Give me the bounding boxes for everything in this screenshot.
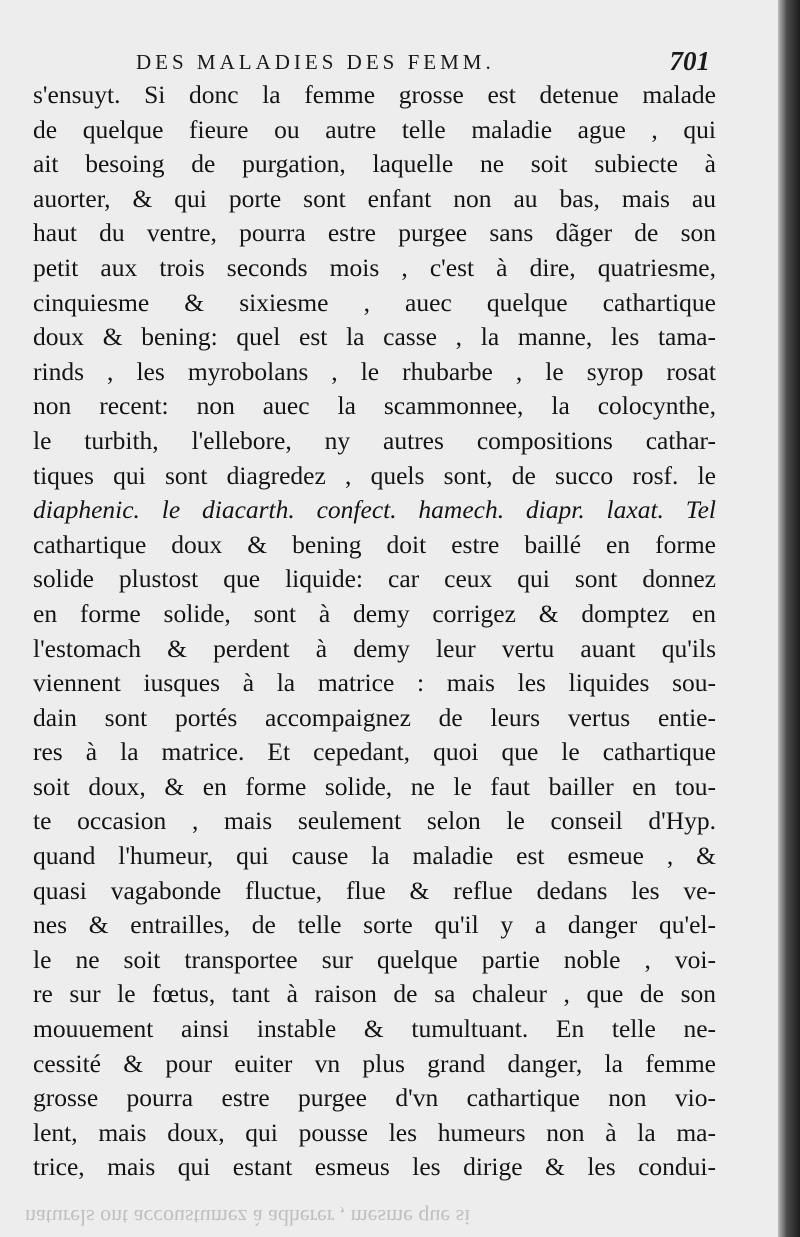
text-line: tiques qui sont diagredez , quels sont, de succo rosf. le (33, 460, 716, 490)
running-title: DES MALADIES DES FEMM. (136, 50, 495, 74)
page-header (136, 46, 710, 80)
text-line: quasi vagabonde fluctue, flue & reflue dedans les ve- (33, 875, 716, 905)
text-line: en forme solide, sont à demy corrigez & domptez en (33, 598, 716, 628)
text-line: viennent iusques à la matrice : mais les liquides sou- (33, 668, 716, 698)
text-line: auorter, & qui porte sont enfant non au bas, mais au (33, 183, 716, 213)
text-line: re sur le fœtus, tant à raison de sa chaleur , que de son (33, 979, 716, 1009)
text-line-italic: diaphenic. le diacarth. confect. hamech. diapr. laxat. Tel (33, 495, 716, 525)
text-line: te occasion , mais seulement selon le conseil d'Hyp. (33, 806, 716, 836)
text-line: quand l'humeur, qui cause la maladie est esmeue , & (33, 841, 716, 871)
bleed-through-text: naturels ont accoustumez à adherer , mesme que si (25, 1205, 471, 1230)
text-line: dain sont portés accompaignez de leurs vertus entie- (33, 702, 716, 732)
text-line: lent, mais doux, qui pousse les humeurs non à la ma- (33, 1117, 716, 1147)
text-line: petit aux trois seconds mois , c'est à dire, quatriesme, (33, 252, 716, 282)
text-line: cinquiesme & sixiesme , auec quelque cathartique (33, 287, 716, 317)
text-line: haut du ventre, pourra estre purgee sans dãger de son (33, 218, 716, 248)
text-line: trice, mais qui estant esmeus les dirige & les condui- (33, 1152, 716, 1182)
book-spine-shadow (778, 0, 800, 1237)
text-line: ait besoing de purgation, laquelle ne soit subiecte à (33, 149, 716, 179)
page-number: 701 (669, 46, 710, 76)
text-line: cessité & pour euiter vn plus grand danger, la femme (33, 1048, 716, 1078)
text-line: mouuement ainsi instable & tumultuant. En telle ne- (33, 1014, 716, 1044)
text-line: cathartique doux & bening doit estre baillé en forme (33, 529, 716, 559)
text-line: le ne soit transportee sur quelque partie noble , voi- (33, 944, 716, 974)
text-line: solide plustost que liquide: car ceux qui sont donnez (33, 564, 716, 594)
text-line: doux & bening: quel est la casse , la manne, les tama- (33, 322, 716, 352)
text-line: res à la matrice. Et cepedant, quoi que le cathartique (33, 737, 716, 767)
text-line: l'estomach & perdent à demy leur vertu auant qu'ils (33, 633, 716, 663)
text-line: le turbith, l'ellebore, ny autres compositions cathar- (33, 425, 716, 455)
text-line: s'ensuyt. Si donc la femme grosse est detenue malade (33, 80, 716, 109)
text-line: nes & entrailles, de telle sorte qu'il y a danger qu'el- (33, 910, 716, 940)
text-line: soit doux, & en forme solide, ne le faut bailler en tou- (33, 771, 716, 801)
text-line: non recent: non auec la scammonnee, la colocynthe, (33, 391, 716, 421)
text-line: rinds , les myrobolans , le rhubarbe , le syrop rosat (33, 356, 716, 386)
text-line: de quelque fieure ou autre telle maladie ague , qui (33, 114, 716, 144)
text-line: grosse pourra estre purgee d'vn cathartique non vio- (33, 1083, 716, 1113)
body-text (33, 78, 716, 1185)
